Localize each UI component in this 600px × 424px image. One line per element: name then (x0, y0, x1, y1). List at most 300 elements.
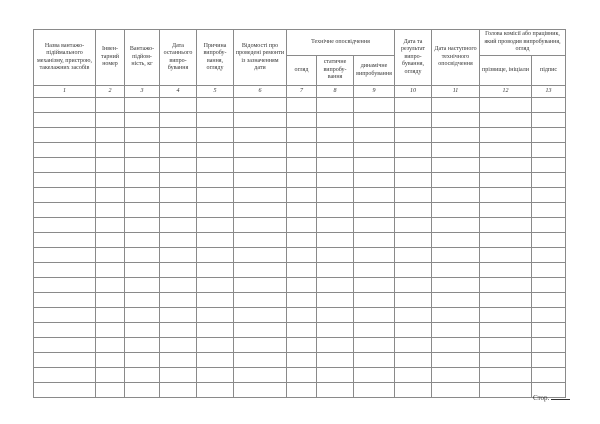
blank-entry-cell[interactable] (234, 173, 287, 188)
blank-entry-cell[interactable] (480, 128, 532, 143)
blank-entry-row (34, 353, 566, 368)
blank-entry-cell[interactable] (96, 383, 125, 398)
blank-entry-cell[interactable] (160, 323, 197, 338)
blank-entry-cell[interactable] (234, 113, 287, 128)
blank-entry-cell[interactable] (432, 173, 480, 188)
blank-entry-cell[interactable] (480, 218, 532, 233)
blank-entry-cell[interactable] (354, 353, 395, 368)
blank-entry-cell[interactable] (532, 368, 566, 383)
blank-entry-cell[interactable] (432, 308, 480, 323)
blank-entry-row (34, 368, 566, 383)
blank-entry-cell[interactable] (354, 128, 395, 143)
column-number: 6 (234, 86, 287, 98)
blank-entry-cell[interactable] (34, 323, 96, 338)
blank-entry-cell[interactable] (354, 338, 395, 353)
blank-entry-row (34, 143, 566, 158)
blank-entry-cell[interactable] (395, 143, 432, 158)
blank-entry-cell[interactable] (125, 158, 160, 173)
blank-entry-cell[interactable] (160, 143, 197, 158)
blank-entry-cell[interactable] (395, 263, 432, 278)
blank-entry-row (34, 173, 566, 188)
blank-entry-cell[interactable] (354, 278, 395, 293)
blank-entry-cell[interactable] (234, 323, 287, 338)
blank-entry-cell[interactable] (287, 383, 317, 398)
blank-entry-cell[interactable] (197, 308, 234, 323)
blank-entry-cell[interactable] (317, 293, 354, 308)
blank-entry-cell[interactable] (234, 143, 287, 158)
blank-entry-cell[interactable] (354, 98, 395, 113)
blank-entry-cell[interactable] (287, 323, 317, 338)
blank-entry-cell[interactable] (34, 278, 96, 293)
blank-entry-cell[interactable] (395, 323, 432, 338)
blank-entry-cell[interactable] (197, 323, 234, 338)
blank-entry-cell[interactable] (480, 248, 532, 263)
blank-entry-cell[interactable] (287, 113, 317, 128)
blank-entry-cell[interactable] (432, 293, 480, 308)
blank-entry-cell[interactable] (354, 323, 395, 338)
inspection-register-table (33, 29, 566, 398)
blank-entry-cell[interactable] (317, 263, 354, 278)
blank-entry-cell[interactable] (160, 188, 197, 203)
blank-entry-cell[interactable] (287, 263, 317, 278)
blank-entry-cell[interactable] (532, 278, 566, 293)
blank-entry-cell[interactable] (287, 188, 317, 203)
blank-entry-cell[interactable] (317, 128, 354, 143)
blank-entry-cell[interactable] (395, 368, 432, 383)
blank-entry-cell[interactable] (197, 173, 234, 188)
journal-form (33, 29, 565, 398)
blank-entry-cell[interactable] (234, 383, 287, 398)
blank-entry-cell[interactable] (125, 383, 160, 398)
blank-entry-cell[interactable] (317, 248, 354, 263)
header-next-inspection-date: Дата наступного технічного опосвідчення (432, 30, 480, 86)
column-number: 7 (287, 86, 317, 98)
blank-entry-cell[interactable] (532, 338, 566, 353)
header-commission-head-group: Голова комісії або працівник, який проводив випробування, огляд (480, 30, 566, 56)
blank-entry-cell[interactable] (432, 203, 480, 218)
blank-entry-row (34, 98, 566, 113)
blank-entry-cell[interactable] (34, 368, 96, 383)
blank-entry-cell[interactable] (354, 158, 395, 173)
blank-entry-cell[interactable] (432, 323, 480, 338)
blank-entry-cell[interactable] (480, 323, 532, 338)
blank-entry-cell[interactable] (532, 308, 566, 323)
blank-entry-cell[interactable] (395, 188, 432, 203)
blank-entry-cell[interactable] (432, 278, 480, 293)
blank-entry-cell[interactable] (354, 383, 395, 398)
column-number: 8 (317, 86, 354, 98)
blank-entry-cell[interactable] (317, 353, 354, 368)
blank-entry-cell[interactable] (125, 143, 160, 158)
blank-entry-cell[interactable] (34, 218, 96, 233)
header-static-test: статичне випробування (317, 56, 354, 86)
header-test-result-date: Дата та результат випробування, огляду (395, 30, 432, 86)
blank-entry-cell[interactable] (395, 98, 432, 113)
blank-entry-cell[interactable] (234, 338, 287, 353)
column-number: 5 (197, 86, 234, 98)
header-mechanism-name: Назва вантажопідіймального механізму, пристрою, такелажних засобів (34, 30, 96, 86)
header-repairs-info: Відомості про проведені ремонти із зазначенням дати (234, 30, 287, 86)
blank-entry-row (34, 218, 566, 233)
blank-entry-cell[interactable] (287, 248, 317, 263)
blank-entry-cell[interactable] (532, 263, 566, 278)
blank-entry-cell[interactable] (317, 113, 354, 128)
blank-entry-cell[interactable] (317, 338, 354, 353)
blank-entry-row (34, 248, 566, 263)
header-technical-inspection-group: Технічне опосвідчення (287, 30, 395, 56)
blank-entry-cell[interactable] (432, 188, 480, 203)
blank-entry-cell[interactable] (234, 353, 287, 368)
blank-entry-cell[interactable] (197, 98, 234, 113)
blank-entry-cell[interactable] (125, 233, 160, 248)
blank-entry-cell[interactable] (96, 278, 125, 293)
blank-entry-cell[interactable] (354, 113, 395, 128)
blank-entry-cell[interactable] (234, 248, 287, 263)
blank-entry-cell[interactable] (34, 128, 96, 143)
blank-entry-cell[interactable] (317, 233, 354, 248)
blank-entry-cell[interactable] (317, 143, 354, 158)
blank-entry-cell[interactable] (197, 188, 234, 203)
blank-entry-cell[interactable] (96, 338, 125, 353)
blank-entry-cell[interactable] (96, 263, 125, 278)
blank-entry-cell[interactable] (34, 173, 96, 188)
blank-entry-cell[interactable] (287, 218, 317, 233)
blank-entry-cell[interactable] (354, 248, 395, 263)
blank-entry-cell[interactable] (160, 353, 197, 368)
blank-entry-cell[interactable] (432, 368, 480, 383)
blank-entry-cell[interactable] (354, 188, 395, 203)
blank-entry-cell[interactable] (160, 113, 197, 128)
blank-entry-cell[interactable] (125, 113, 160, 128)
blank-entry-cell[interactable] (125, 368, 160, 383)
blank-entry-cell[interactable] (34, 203, 96, 218)
blank-entry-cell[interactable] (34, 143, 96, 158)
blank-entry-cell[interactable] (160, 218, 197, 233)
blank-entry-cell[interactable] (234, 278, 287, 293)
blank-entry-cell[interactable] (197, 383, 234, 398)
blank-entry-cell[interactable] (532, 203, 566, 218)
blank-entry-cell[interactable] (480, 173, 532, 188)
blank-entry-cell[interactable] (160, 308, 197, 323)
blank-entry-cell[interactable] (234, 188, 287, 203)
blank-entry-cell[interactable] (480, 383, 532, 398)
blank-entry-cell[interactable] (287, 368, 317, 383)
blank-entry-cell[interactable] (125, 98, 160, 113)
blank-entry-cell[interactable] (317, 98, 354, 113)
blank-entry-cell[interactable] (480, 263, 532, 278)
blank-entry-cell[interactable] (96, 128, 125, 143)
blank-entry-cell[interactable] (125, 173, 160, 188)
blank-entry-cell[interactable] (395, 308, 432, 323)
blank-entry-cell[interactable] (125, 278, 160, 293)
page-footer (533, 393, 570, 403)
blank-entry-cell[interactable] (197, 338, 234, 353)
blank-entry-cell[interactable] (532, 173, 566, 188)
blank-entry-cell[interactable] (395, 248, 432, 263)
blank-entry-cell[interactable] (34, 353, 96, 368)
blank-entry-cell[interactable] (432, 353, 480, 368)
blank-entry-cell[interactable] (160, 368, 197, 383)
blank-entry-cell[interactable] (532, 218, 566, 233)
blank-entry-cell[interactable] (197, 158, 234, 173)
blank-entry-cell[interactable] (532, 143, 566, 158)
blank-entry-cell[interactable] (234, 233, 287, 248)
page-number-label: Стор. (533, 394, 550, 402)
blank-entry-cell[interactable] (125, 353, 160, 368)
blank-entry-cell[interactable] (234, 203, 287, 218)
blank-entry-cell[interactable] (354, 233, 395, 248)
blank-entry-cell[interactable] (96, 203, 125, 218)
blank-entry-cell[interactable] (532, 233, 566, 248)
blank-entry-cell[interactable] (125, 218, 160, 233)
blank-entry-cell[interactable] (432, 113, 480, 128)
blank-entry-cell[interactable] (197, 203, 234, 218)
blank-entry-cell[interactable] (160, 278, 197, 293)
blank-entry-cell[interactable] (197, 293, 234, 308)
blank-entry-cell[interactable] (125, 338, 160, 353)
blank-entry-cell[interactable] (287, 143, 317, 158)
blank-entry-cell[interactable] (234, 293, 287, 308)
blank-entry-cell[interactable] (480, 278, 532, 293)
blank-entry-cell[interactable] (34, 188, 96, 203)
blank-entry-cell[interactable] (287, 173, 317, 188)
column-number: 4 (160, 86, 197, 98)
blank-entry-cell[interactable] (395, 158, 432, 173)
blank-entry-cell[interactable] (96, 233, 125, 248)
blank-entry-cell[interactable] (395, 203, 432, 218)
blank-entry-cell[interactable] (34, 293, 96, 308)
column-number: 9 (354, 86, 395, 98)
blank-entry-cell[interactable] (160, 98, 197, 113)
blank-entry-cell[interactable] (234, 98, 287, 113)
blank-entry-cell[interactable] (532, 248, 566, 263)
blank-entry-cell[interactable] (317, 323, 354, 338)
blank-entry-cell[interactable] (34, 113, 96, 128)
blank-entry-cell[interactable] (317, 173, 354, 188)
blank-entry-cell[interactable] (395, 278, 432, 293)
blank-entry-cell[interactable] (160, 173, 197, 188)
blank-entry-cell[interactable] (432, 263, 480, 278)
blank-entry-rows (34, 98, 566, 398)
blank-entry-cell[interactable] (287, 353, 317, 368)
blank-entry-cell[interactable] (125, 308, 160, 323)
blank-entry-cell[interactable] (197, 218, 234, 233)
blank-entry-cell[interactable] (160, 248, 197, 263)
blank-entry-cell[interactable] (317, 158, 354, 173)
blank-entry-cell[interactable] (354, 203, 395, 218)
blank-entry-cell[interactable] (317, 188, 354, 203)
blank-entry-cell[interactable] (125, 188, 160, 203)
blank-entry-cell[interactable] (395, 338, 432, 353)
blank-entry-cell[interactable] (234, 263, 287, 278)
blank-entry-cell[interactable] (532, 98, 566, 113)
blank-entry-cell[interactable] (287, 293, 317, 308)
column-number: 2 (96, 86, 125, 98)
blank-entry-row (34, 383, 566, 398)
blank-entry-cell[interactable] (96, 188, 125, 203)
blank-entry-cell[interactable] (96, 323, 125, 338)
blank-entry-cell[interactable] (34, 233, 96, 248)
blank-entry-cell[interactable] (395, 383, 432, 398)
blank-entry-cell[interactable] (532, 323, 566, 338)
blank-entry-cell[interactable] (354, 173, 395, 188)
blank-entry-cell[interactable] (34, 383, 96, 398)
blank-entry-cell[interactable] (160, 263, 197, 278)
blank-entry-cell[interactable] (480, 233, 532, 248)
blank-entry-cell[interactable] (34, 263, 96, 278)
blank-entry-cell[interactable] (395, 218, 432, 233)
blank-entry-cell[interactable] (432, 128, 480, 143)
blank-entry-cell[interactable] (125, 128, 160, 143)
blank-entry-cell[interactable] (197, 368, 234, 383)
blank-entry-cell[interactable] (96, 308, 125, 323)
blank-entry-cell[interactable] (395, 128, 432, 143)
blank-entry-cell[interactable] (287, 338, 317, 353)
blank-entry-cell[interactable] (96, 98, 125, 113)
blank-entry-cell[interactable] (395, 233, 432, 248)
column-number: 1 (34, 86, 96, 98)
blank-entry-cell[interactable] (234, 308, 287, 323)
blank-entry-cell[interactable] (480, 293, 532, 308)
blank-entry-cell[interactable] (197, 113, 234, 128)
blank-entry-cell[interactable] (317, 218, 354, 233)
blank-entry-row (34, 323, 566, 338)
blank-entry-cell[interactable] (354, 218, 395, 233)
blank-entry-cell[interactable] (432, 158, 480, 173)
blank-entry-cell[interactable] (480, 308, 532, 323)
blank-entry-cell[interactable] (395, 353, 432, 368)
blank-entry-cell[interactable] (287, 308, 317, 323)
blank-entry-cell[interactable] (197, 263, 234, 278)
blank-entry-cell[interactable] (160, 383, 197, 398)
blank-entry-cell[interactable] (317, 368, 354, 383)
blank-entry-cell[interactable] (96, 113, 125, 128)
blank-entry-cell[interactable] (234, 368, 287, 383)
blank-entry-cell[interactable] (160, 203, 197, 218)
blank-entry-cell[interactable] (125, 323, 160, 338)
blank-entry-cell[interactable] (432, 98, 480, 113)
blank-entry-cell[interactable] (96, 368, 125, 383)
blank-entry-cell[interactable] (96, 248, 125, 263)
blank-entry-cell[interactable] (532, 128, 566, 143)
blank-entry-cell[interactable] (96, 218, 125, 233)
blank-entry-cell[interactable] (160, 128, 197, 143)
blank-entry-row (34, 158, 566, 173)
blank-entry-cell[interactable] (287, 98, 317, 113)
blank-entry-cell[interactable] (125, 203, 160, 218)
blank-entry-cell[interactable] (480, 143, 532, 158)
blank-entry-cell[interactable] (480, 353, 532, 368)
blank-entry-cell[interactable] (480, 203, 532, 218)
blank-entry-cell[interactable] (354, 143, 395, 158)
blank-entry-row (34, 188, 566, 203)
blank-entry-cell[interactable] (432, 218, 480, 233)
blank-entry-cell[interactable] (96, 353, 125, 368)
blank-entry-row (34, 278, 566, 293)
blank-entry-cell[interactable] (34, 248, 96, 263)
blank-entry-cell[interactable] (317, 203, 354, 218)
blank-entry-cell[interactable] (125, 248, 160, 263)
blank-entry-cell[interactable] (197, 128, 234, 143)
blank-entry-cell[interactable] (160, 293, 197, 308)
blank-entry-cell[interactable] (234, 158, 287, 173)
blank-entry-row (34, 203, 566, 218)
blank-entry-cell[interactable] (354, 368, 395, 383)
blank-entry-cell[interactable] (432, 338, 480, 353)
blank-entry-cell[interactable] (197, 278, 234, 293)
blank-entry-cell[interactable] (532, 158, 566, 173)
blank-entry-cell[interactable] (197, 233, 234, 248)
blank-entry-cell[interactable] (96, 143, 125, 158)
blank-entry-cell[interactable] (354, 308, 395, 323)
blank-entry-cell[interactable] (197, 143, 234, 158)
column-number: 11 (432, 86, 480, 98)
blank-entry-cell[interactable] (317, 383, 354, 398)
blank-entry-cell[interactable] (34, 338, 96, 353)
blank-entry-cell[interactable] (34, 308, 96, 323)
blank-entry-cell[interactable] (532, 293, 566, 308)
blank-entry-cell[interactable] (197, 248, 234, 263)
blank-entry-cell[interactable] (197, 353, 234, 368)
blank-entry-cell[interactable] (160, 233, 197, 248)
blank-entry-cell[interactable] (395, 113, 432, 128)
blank-entry-cell[interactable] (234, 128, 287, 143)
blank-entry-cell[interactable] (34, 98, 96, 113)
blank-entry-cell[interactable] (354, 263, 395, 278)
blank-entry-cell[interactable] (480, 113, 532, 128)
blank-entry-cell[interactable] (160, 158, 197, 173)
blank-entry-cell[interactable] (96, 158, 125, 173)
blank-entry-cell[interactable] (432, 233, 480, 248)
blank-entry-cell[interactable] (432, 383, 480, 398)
blank-entry-cell[interactable] (287, 158, 317, 173)
blank-entry-row (34, 113, 566, 128)
blank-entry-cell[interactable] (395, 293, 432, 308)
blank-entry-cell[interactable] (125, 293, 160, 308)
blank-entry-cell[interactable] (34, 158, 96, 173)
blank-entry-cell[interactable] (354, 293, 395, 308)
header-surname-initials: прізвище, ініціали (480, 56, 532, 86)
blank-entry-cell[interactable] (532, 188, 566, 203)
blank-entry-cell[interactable] (480, 188, 532, 203)
blank-entry-cell[interactable] (395, 173, 432, 188)
blank-entry-cell[interactable] (96, 293, 125, 308)
page-number-blank (551, 393, 570, 400)
blank-entry-cell[interactable] (287, 203, 317, 218)
blank-entry-cell[interactable] (432, 248, 480, 263)
blank-entry-cell[interactable] (96, 173, 125, 188)
blank-entry-cell[interactable] (480, 98, 532, 113)
blank-entry-cell[interactable] (160, 338, 197, 353)
blank-entry-row (34, 308, 566, 323)
blank-entry-cell[interactable] (532, 353, 566, 368)
header-signature: підпис (532, 56, 566, 86)
blank-entry-cell[interactable] (480, 338, 532, 353)
blank-entry-cell[interactable] (432, 143, 480, 158)
blank-entry-row (34, 338, 566, 353)
blank-entry-cell[interactable] (317, 278, 354, 293)
blank-entry-cell[interactable] (287, 233, 317, 248)
blank-entry-cell[interactable] (480, 368, 532, 383)
blank-entry-cell[interactable] (125, 263, 160, 278)
blank-entry-cell[interactable] (287, 278, 317, 293)
blank-entry-cell[interactable] (317, 308, 354, 323)
blank-entry-cell[interactable] (234, 218, 287, 233)
blank-entry-cell[interactable] (532, 113, 566, 128)
blank-entry-cell[interactable] (287, 128, 317, 143)
blank-entry-cell[interactable] (480, 158, 532, 173)
column-number: 10 (395, 86, 432, 98)
